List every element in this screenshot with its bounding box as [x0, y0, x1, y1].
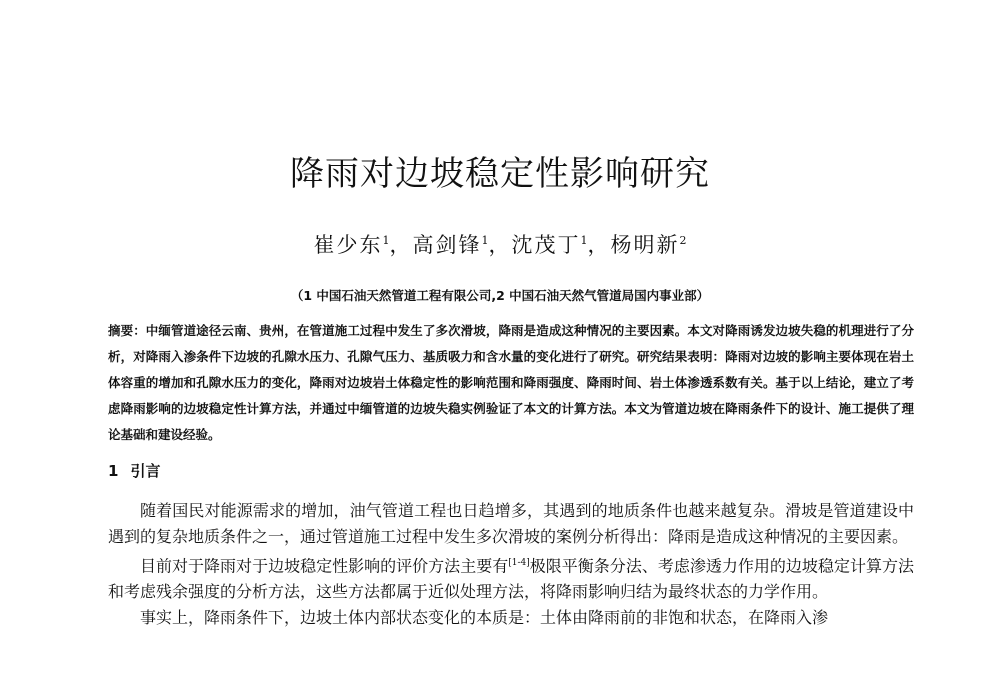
- author-separator: ，: [587, 233, 611, 257]
- paragraph-text: 极限平衡条分法、考虑渗透力作用的边坡稳定计算方法和考虑残余强度的分析方法，这些方法都属于近似处理方法，将降雨影响归结为最终状态的力学作用。: [108, 556, 914, 602]
- paragraph: [108, 550, 914, 605]
- section-title: 引言: [130, 462, 161, 480]
- author-affiliation-mark: 1: [580, 234, 588, 247]
- section-number: 1: [108, 462, 119, 480]
- author-name: 高剑锋: [412, 233, 482, 257]
- abstract-text: 中缅管道途径云南、贵州，在管道施工过程中发生了多次滑坡，降雨是造成这种情况的主要因素。本文对降雨诱发边坡失稳的机理进行了分析，对降雨入渗条件下边坡的孔隙水压力、孔隙气压力、基质吸力和含水量的变化进行了研究。研究结果表明：降雨对边坡的影响主要体现在岩土体容重的增加和孔隙水压力的变化，降雨对边坡岩土体稳定性的影响范围和降雨强度、降雨时间、岩土体渗透系数有关。基于以上结论，建立了考虑降雨影响的边坡稳定性计算方法，并通过中缅管道的边坡失稳实例验证了本文的计算方法。本文为管道边坡在降雨条件下的设计、施工提供了理论基础和建设经验。: [108, 323, 914, 442]
- abstract: [108, 318, 914, 448]
- paragraph: 随着国民对能源需求的增加，油气管道工程也日趋增多，其遇到的地质条件也越来越复杂。滑坡是管道建设中遇到的复杂地质条件之一，通过管道施工过程中发生多次滑坡的案例分析得出：降雨是造成这种情况的主要因素。: [108, 501, 914, 546]
- author-affiliation-mark: 1: [481, 234, 489, 247]
- abstract-label: 摘要：: [108, 323, 146, 338]
- author-list: [0, 226, 1000, 260]
- paragraph-text: 目前对于降雨对于边坡稳定性影响的评价方法主要有: [140, 556, 509, 576]
- affiliations: （1 中国石油天然管道工程有限公司,2 中国石油天然气管道局国内事业部）: [290, 288, 710, 303]
- author-name: 杨明新: [610, 233, 680, 257]
- author-affiliation-mark: 1: [382, 234, 390, 247]
- author-name: 崔少东: [313, 233, 383, 257]
- body-text: [108, 498, 914, 631]
- section-heading: [108, 460, 160, 482]
- author-name: 沈茂丁: [511, 233, 581, 257]
- author-affiliation-mark: 2: [679, 234, 687, 247]
- paper-title: 降雨对边坡稳定性影响研究: [290, 154, 710, 194]
- author-separator: ，: [488, 233, 512, 257]
- citation: [1-4]: [508, 558, 530, 568]
- paragraph: 事实上，降雨条件下，边坡土体内部状态变化的本质是：土体由降雨前的非饱和状态，在降雨入渗: [140, 608, 829, 628]
- author-separator: ，: [389, 233, 413, 257]
